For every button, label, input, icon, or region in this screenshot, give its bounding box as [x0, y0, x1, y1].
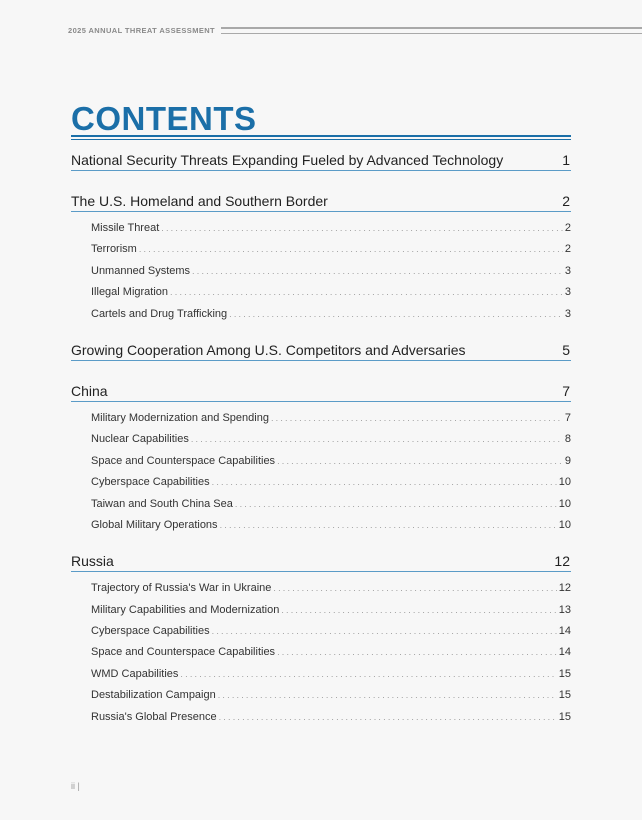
toc-section-page: 2 [562, 193, 570, 209]
toc-entry-page: 15 [558, 667, 571, 680]
toc-entry-label: Russia's Global Presence [91, 710, 217, 723]
toc-entry[interactable] [71, 685, 571, 706]
dot-leader [191, 429, 563, 450]
toc-entry-label: Cyberspace Capabilities [91, 476, 210, 489]
toc-entry[interactable] [71, 494, 571, 515]
toc-entry-page: 3 [564, 286, 571, 299]
page-folio: ii | [71, 781, 80, 791]
toc-entry[interactable] [71, 239, 571, 260]
toc-entry-list [71, 212, 571, 328]
toc-entry-label: Nuclear Capabilities [91, 433, 189, 446]
toc-section-title: China [71, 382, 108, 399]
toc-entry[interactable] [71, 621, 571, 642]
toc-entry-label: Unmanned Systems [91, 264, 191, 277]
toc-entry[interactable] [71, 451, 571, 472]
toc-entry-page: 8 [564, 433, 571, 446]
toc-entry-label: Missile Threat [91, 222, 160, 234]
toc-section-heading[interactable] [71, 146, 571, 171]
toc-entry[interactable] [71, 642, 571, 663]
toc-entry-label: Terrorism [91, 243, 137, 256]
dot-leader [218, 685, 557, 706]
dot-leader [277, 451, 563, 472]
dot-leader [281, 600, 556, 621]
toc-entry-label: Cyberspace Capabilities [91, 625, 210, 638]
toc-entry-page: 2 [564, 243, 571, 256]
toc-entry-page: 7 [564, 411, 571, 424]
dot-leader [180, 664, 556, 685]
toc-entry-page: 15 [558, 689, 571, 702]
toc-entry[interactable] [71, 600, 571, 621]
toc-entry[interactable] [71, 429, 571, 450]
dot-leader [219, 707, 557, 728]
toc-section [71, 547, 571, 731]
toc-entry-page: 2 [564, 222, 571, 234]
toc-entry[interactable] [71, 578, 571, 599]
toc-entry-page: 15 [558, 710, 571, 723]
section-spacer [71, 361, 571, 369]
toc-section-heading[interactable] [71, 547, 571, 572]
dot-leader [271, 408, 563, 429]
toc-entry-page: 12 [558, 582, 571, 595]
toc-section-page: 5 [562, 341, 570, 358]
toc-section [71, 336, 571, 369]
toc-section-heading[interactable] [71, 377, 571, 402]
dot-leader [273, 578, 556, 599]
running-header-rule [221, 27, 642, 34]
toc-entry[interactable] [71, 472, 571, 493]
toc-entry-label: Space and Counterspace Capabilities [91, 646, 276, 659]
toc-entry-label: WMD Capabilities [91, 667, 179, 680]
dot-leader [161, 218, 563, 239]
toc-section-title: Russia [71, 553, 114, 570]
toc-entry[interactable] [71, 664, 571, 685]
dot-leader [170, 282, 563, 303]
toc-entry-page: 14 [558, 646, 571, 659]
toc-entry[interactable] [71, 261, 571, 282]
toc-entry-page: 3 [564, 264, 571, 277]
toc-entry-label: Trajectory of Russia's War in Ukraine [91, 582, 272, 595]
toc-entry-page: 9 [564, 454, 571, 467]
toc-entry-page: 10 [558, 476, 571, 489]
toc-section-page: 1 [562, 152, 570, 168]
toc-section [71, 146, 571, 179]
dot-leader [139, 239, 563, 260]
title-rule [71, 135, 571, 140]
toc-section-title: Growing Cooperation Among U.S. Competitors and Adversaries [71, 341, 466, 358]
toc-entry-label: Taiwan and South China Sea [91, 497, 233, 510]
toc-entry-label: Illegal Migration [91, 286, 169, 299]
toc-entry[interactable] [71, 408, 571, 429]
toc-entry-page: 10 [558, 497, 571, 510]
section-spacer [71, 171, 571, 179]
toc-section-page: 12 [554, 553, 570, 570]
dot-leader [229, 304, 563, 325]
toc-entry-page: 3 [564, 307, 571, 320]
dot-leader [220, 515, 557, 536]
toc-entry-list [71, 402, 571, 539]
toc-entry-label: Global Military Operations [91, 518, 218, 531]
toc-section [71, 377, 571, 539]
toc-entry[interactable] [71, 218, 571, 239]
dot-leader [212, 472, 557, 493]
toc-entry[interactable] [71, 515, 571, 536]
toc-entry-label: Space and Counterspace Capabilities [91, 454, 276, 467]
dot-leader [212, 621, 557, 642]
running-header-text: 2025 ANNUAL THREAT ASSESSMENT [68, 26, 216, 35]
toc-entry-label: Military Capabilities and Modernization [91, 603, 280, 616]
toc-section [71, 187, 571, 328]
table-of-contents [71, 146, 571, 731]
toc-entry-label: Military Modernization and Spending [91, 411, 269, 424]
toc-entry[interactable] [71, 304, 571, 325]
dot-leader [277, 642, 557, 663]
toc-entry-page: 13 [558, 603, 571, 616]
toc-section-title: The U.S. Homeland and Southern Border [71, 193, 328, 209]
toc-entry-list [71, 572, 571, 731]
dot-leader [235, 494, 557, 515]
running-header [68, 26, 642, 35]
dot-leader [192, 261, 563, 282]
toc-entry-label: Destabilization Campaign [91, 689, 216, 702]
page-title: CONTENTS [71, 100, 257, 137]
toc-section-page: 7 [562, 382, 570, 399]
toc-section-heading[interactable] [71, 187, 571, 212]
toc-section-title: National Security Threats Expanding Fueled by Advanced Technology [71, 152, 504, 168]
toc-entry[interactable] [71, 707, 571, 728]
toc-section-heading[interactable] [71, 336, 571, 361]
toc-entry-page: 14 [558, 625, 571, 638]
toc-entry-label: Cartels and Drug Trafficking [91, 307, 228, 320]
toc-entry-page: 10 [558, 518, 571, 531]
toc-entry[interactable] [71, 282, 571, 303]
